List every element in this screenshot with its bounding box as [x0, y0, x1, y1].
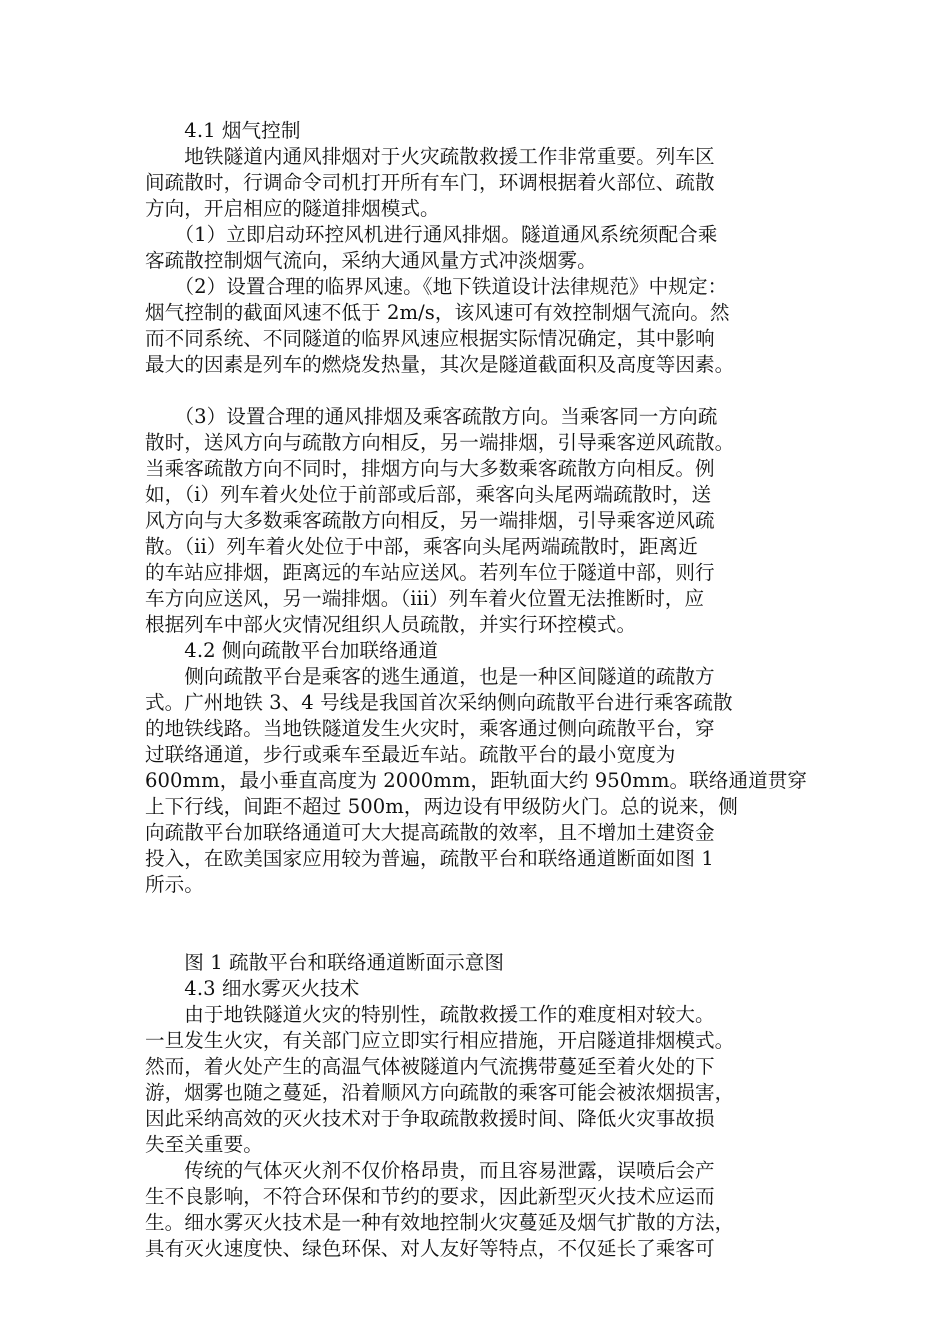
paragraph-spacer: [145, 378, 805, 404]
paragraph-line: 式。广州地铁 3、4 号线是我国首次采纳侧向疏散平台进行乘客疏散: [145, 691, 733, 714]
paragraph-water-mist: [145, 1158, 805, 1262]
paragraph-line: 当乘客疏散方向不同时，排烟方向与大多数乘客疏散方向相反。例: [145, 457, 715, 480]
paragraph-fire-fighting: [145, 1002, 805, 1158]
paragraph-line: 过联络通道，步行或乘车至最近车站。疏散平台的最小宽度为: [145, 743, 676, 766]
paragraph-line: 投入，在欧美国家应用较为普遍，疏散平台和联络通道断面如图 1: [145, 847, 714, 870]
paragraph-line: 地铁隧道内通风排烟对于火灾疏散救援工作非常重要。列车区: [145, 145, 715, 168]
paragraph-line: 失至关重要。: [145, 1133, 263, 1156]
paragraph-line: 所示。: [145, 873, 204, 896]
paragraph-line: 风方向与大多数乘客疏散方向相反，另一端排烟，引导乘客逆风疏: [145, 509, 715, 532]
paragraph-evacuation-platform: [145, 664, 808, 898]
paragraph-line: 最大的因素是列车的燃烧发热量，其次是隧道截面积及高度等因素。: [145, 353, 735, 376]
paragraph-tunnel-ventilation: [145, 144, 805, 222]
paragraph-line: 侧向疏散平台是乘客的逃生通道，也是一种区间隧道的疏散方: [145, 665, 715, 688]
section-heading-text: 4.3 细水雾灭火技术: [184, 977, 360, 1000]
paragraph-line: 根据列车中部火灾情况组织人员疏散，并实行环控模式。: [145, 613, 637, 636]
paragraph-line: 的车站应排烟，距离远的车站应送风。若列车位于隧道中部，则行: [145, 561, 715, 584]
paragraph-line: 间疏散时，行调命令司机打开所有车门，环调根据着火部位、疏散: [145, 171, 715, 194]
paragraph-line: 向疏散平台加联络通道可大大提高疏散的效率，且不增加土建资金: [145, 821, 715, 844]
section-heading-text: 4.2 侧向疏散平台加联络通道: [184, 639, 438, 662]
paragraph-line: 散时，送风方向与疏散方向相反，另一端排烟，引导乘客逆风疏散。: [145, 431, 735, 454]
paragraph-line: 散。（ii）列车着火处位于中部，乘客向头尾两端疏散时，距离近: [145, 535, 698, 558]
paragraph-line: 生。细水雾灭火技术是一种有效地控制火灾蔓延及烟气扩散的方法，: [145, 1211, 735, 1234]
section-heading-4-2: [145, 638, 805, 664]
figure-placeholder: [145, 898, 805, 950]
paragraph-line: 具有灭火速度快、绿色环保、对人友好等特点，不仅延长了乘客可: [145, 1237, 715, 1260]
paragraph-line: 然而，着火处产生的高温气体被隧道内气流携带蔓延至着火处的下: [145, 1055, 715, 1078]
paragraph-item-3: [145, 404, 805, 638]
paragraph-line: 车方向应送风，另一端排烟。（iii）列车着火位置无法推断时，应: [145, 587, 705, 610]
figure-caption: 图 1 疏散平台和联络通道断面示意图: [145, 951, 505, 974]
paragraph-line: （1）立即启动环控风机进行通风排烟。隧道通风系统须配合乘: [145, 223, 718, 246]
section-heading-text: 4.1 烟气控制: [184, 119, 301, 142]
paragraph-line: （2）设置合理的临界风速。《地下铁道设计法律规范》中规定：: [145, 275, 728, 298]
paragraph-line: 游，烟雾也随之蔓延，沿着顺风方向疏散的乘客可能会被浓烟损害，: [145, 1081, 735, 1104]
paragraph-line: 烟气控制的截面风速不低于 2m/s，该风速可有效控制烟气流向。然: [145, 301, 730, 324]
paragraph-line: （3）设置合理的通风排烟及乘客疏散方向。当乘客同一方向疏: [145, 405, 718, 428]
paragraph-line: 由于地铁隧道火灾的特别性，疏散救援工作的难度相对较大。: [145, 1003, 715, 1026]
section-heading-4-1: [145, 118, 805, 144]
paragraph-line: 如，（i）列车着火处位于前部或后部，乘客向头尾两端疏散时，送: [145, 483, 712, 506]
paragraph-line: 一旦发生火灾，有关部门应立即实行相应措施，开启隧道排烟模式。: [145, 1029, 735, 1052]
document-body: [145, 118, 808, 1262]
paragraph-line: 传统的气体灭火剂不仅价格昂贵，而且容易泄露，误喷后会产: [145, 1159, 715, 1182]
paragraph-line: 上下行线，间距不超过 500m，两边设有甲级防火门。总的说来，侧: [145, 795, 738, 818]
section-heading-4-3: [145, 976, 805, 1002]
paragraph-line: 600mm，最小垂直高度为 2000mm，距轨面大约 950mm。联络通道贯穿: [145, 769, 808, 792]
paragraph-line: 方向，开启相应的隧道排烟模式。: [145, 197, 440, 220]
paragraph-item-1: [145, 222, 805, 274]
paragraph-line: 客疏散控制烟气流向，采纳大通风量方式冲淡烟雾。: [145, 249, 597, 272]
paragraph-item-2: [145, 274, 805, 378]
paragraph-line: 的地铁线路。当地铁隧道发生火灾时，乘客通过侧向疏散平台，穿: [145, 717, 715, 740]
paragraph-line: 生不良影响，不符合环保和节约的要求，因此新型灭火技术应运而: [145, 1185, 715, 1208]
paragraph-line: 因此采纳高效的灭火技术对于争取疏散救援时间、降低火灾事故损: [145, 1107, 715, 1130]
paragraph-line: 而不同系统、不同隧道的临界风速应根据实际情况确定，其中影响: [145, 327, 715, 350]
